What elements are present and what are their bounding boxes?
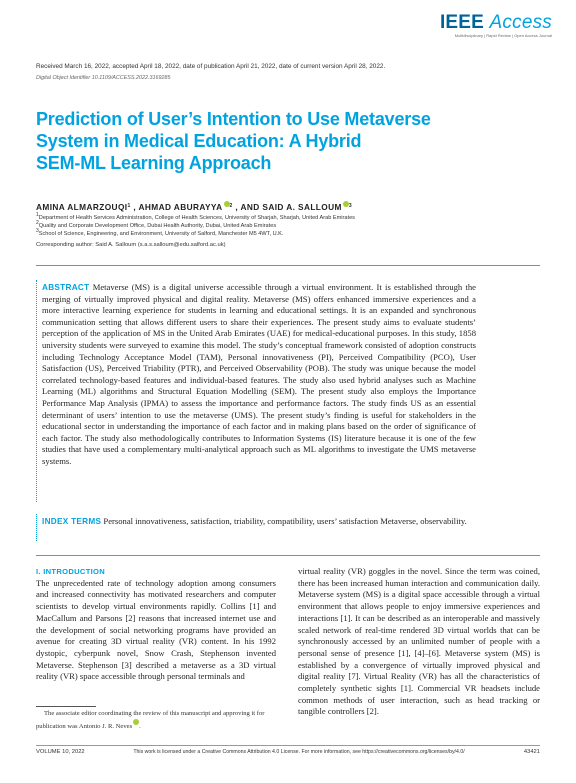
footnote: The associate editor coordinating the review of this manuscript and approving it for publication was Antonio J. R. Neves . [36,710,265,730]
abstract-bar [36,280,37,502]
section-heading: I. INTRODUCTION [36,567,106,576]
affiliation: 1Department of Health Services Administration, College of Health Sciences, University of Sharjah, Sharjah, United Arab Emirates [36,212,355,221]
affiliation: 3School of Science, Engineering, and Environment, University of Salford, Manchester M5 4WT, U.K. [36,228,284,237]
doi: Digital Object Identifier 10.1109/ACCESS.2022.3169285 [36,75,171,81]
orcid-icon[interactable] [133,719,139,725]
footer-rule [36,745,540,746]
abstract-text: Metaverse (MS) is a digital universe accessible through a virtual environment. It is established through the merging of virtually improved physical and digital reality. Metaverse (MS) offers enhanced immersive experiences and a more interactive learning experience for students in learning and educational settings. It is an expanded and synchronous communication setting that allows different users to share their experiences. The present study aims to evaluate students’ perception of the application of MS in the United Arab Emirates (UAE) for medical-educational purposes. In this study, 1858 university students were surveyed to examine this model. The study’s conceptual framework consisted of adoption constructs including Technology Acceptance Model (TAM), Personal innovativeness (PI), Perceived Compatibility (PCO), User Satisfaction (US), Perceived Triability (PTR), and Perceived Observability (POB). The study was unique because the model correlated technology-based features and individual-based features. The study also used hybrid analyses such as Machine Learning (ML) algorithms and Structural Equation Modelling (SEM). The present study also employs the Importance Performance Map Analysis (IPMA) to assess the importance and performance factors. The study finds US as an essential determinant of users’ intention to use the metaverse (UMS). The present study’s finding is useful for stakeholders in the educational sector in understanding the importance of each factor and in making plans based on the order of significance of each factor. The study also methodologically contributes to Information Systems (IS) literature because it is one of the few studies that have used a complementary multi-analytical approach such as ML algorithms to investigate the UMS metaverse systems. [42,282,476,466]
paper-title [36,108,466,174]
abstract [42,282,476,468]
affiliation: 2Quality and Corporate Development Office, Dubai Health Authority, Dubai, United Arab Emirates [36,220,277,229]
author-name: AMINA ALMARZOUQI [36,202,128,212]
title-line: Prediction of User’s Intention to Use Metaverse [36,109,431,129]
body-paragraph: The unprecedented rate of technology adoption among consumers and increased connectivity has motivated researchers and computer scientists to develop virtual environments rapidly. Collins [1] and MacCallum and Parsons [2] reasons that increased internet use and the development of social networking programs have provided an avenue for creating 3D virtual reality (VR) content. In his 1992 dystopic, cyberpunk novel, Snow Crash, Stephenson invented Metaverse. Stephenson [3] described a metaverse as a 3D virtual reality (VR) space accessible through personal terminals and [36,577,276,682]
index-terms [42,516,476,528]
logo-tagline: Multidisciplinary | Rapid Review | Open Access Journal [454,33,552,38]
footnote-rule [36,706,96,707]
divider [36,555,540,556]
footer-license: This work is licensed under a Creative Commons Attribution 4.0 License. For more information, see https://creativecommons.org/licenses/by/4.0/ [133,749,465,755]
index-terms-bar [36,514,37,541]
index-terms-label: INDEX TERMS [42,517,102,526]
title-line: System in Medical Education: A Hybrid [36,131,362,151]
title-line: SEM-ML Learning Approach [36,153,272,173]
logo-wordmark: IEEE Access [439,12,552,33]
index-terms-text: Personal innovativeness, satisfaction, triability, compatibility, users’ satisfaction Metaverse, observability. [103,516,467,526]
journal-logo [440,12,552,38]
author-sup: 2 [229,203,233,209]
divider [36,265,540,266]
corresponding-author: Corresponding author: Said A. Salloum (s.a.s.salloum@edu.salford.ac.uk) [36,242,226,248]
author-name: , AHMAD ABURAYYA [133,202,223,212]
author-sup: 1 [127,203,131,209]
abstract-label: ABSTRACT [42,283,90,292]
left-column [36,566,276,683]
body-paragraph: virtual reality (VR) goggles in the novel. Since the term was coined, there has been increased human interaction and communication daily. Metaverse system (MS) is a digital space accessible through a virtual environment that allows people to enjoy immersive experiences and interactions [1]. It can be described as an interoperable and massively scaled network of real-time rendered 3D virtual worlds that can be synchronously accessed by an unlimited number of people with a personal sense of presence [1], [4]–[6]. Metaverse system (MS) is established by a convergence of virtually improved physical and digital reality [7]. Virtual Reality (VR) has all the characteristics of completely synthetic sights [1]. Commercial VR headsets include common methods of user interaction, such as head tracking or tangible controllers [2]. [298,566,540,717]
author-list [36,201,536,212]
page-number: 43421 [523,749,540,755]
author-name: , AND SAID A. SALLOUM [235,202,342,212]
right-column [298,566,540,718]
publication-dates: Received March 16, 2022, accepted April 18, 2022, date of publication April 21, 2022, date of current version April 28, 2022. [36,63,386,70]
footer-volume: VOLUME 10, 2022 [36,749,85,755]
author-sup: 3 [348,203,353,209]
